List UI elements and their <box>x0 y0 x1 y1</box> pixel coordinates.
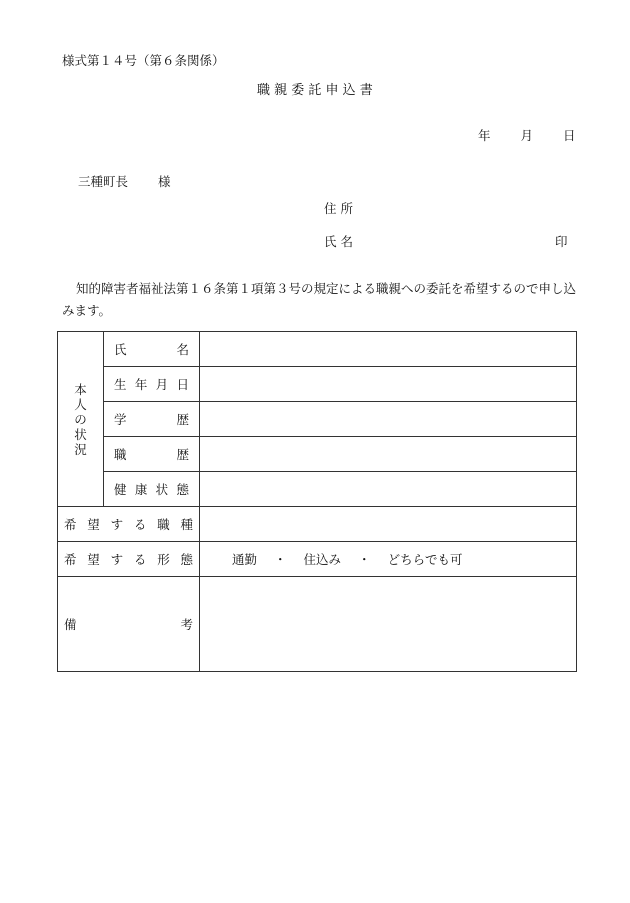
application-statement: 知的障害者福祉法第１６条第１項第３号の規定による職親への委託を希望するので申し込みます。 <box>62 281 577 318</box>
vertical-char: 況 <box>74 441 87 457</box>
label-char: 職 <box>114 447 127 462</box>
label-char: す <box>110 517 124 532</box>
application-form-table <box>57 331 577 672</box>
remarks-label <box>64 615 193 633</box>
label-char: 形 <box>157 552 170 567</box>
form-number: 様式第１４号（第６条関係） <box>62 53 225 68</box>
label-char: 備 <box>64 617 77 632</box>
health-label <box>114 480 189 498</box>
addressee <box>78 172 171 190</box>
label-char: 望 <box>87 517 100 532</box>
name-label-cell <box>104 332 200 367</box>
label-char: 希 <box>64 517 77 532</box>
label-char: 考 <box>180 617 193 632</box>
label-char: 態 <box>176 482 189 497</box>
desired-job-input[interactable] <box>200 507 577 542</box>
date-day-label: 日 <box>563 128 576 143</box>
addressee-name: 三種町長 <box>78 174 129 189</box>
name-input[interactable] <box>200 332 577 367</box>
option-separator: ・ <box>358 552 371 567</box>
work-form-options <box>200 550 576 568</box>
education-input[interactable] <box>200 402 577 437</box>
option-separator: ・ <box>274 552 287 567</box>
label-char: 職 <box>157 517 170 532</box>
education-label-cell <box>104 402 200 437</box>
education-label <box>114 410 189 428</box>
label-char: 態 <box>180 552 193 567</box>
label-char: 希 <box>64 552 77 567</box>
work-history-input[interactable] <box>200 437 577 472</box>
health-input[interactable] <box>200 472 577 507</box>
desired-job-label <box>64 515 193 533</box>
label-char: 歴 <box>176 447 189 462</box>
desired-form-options <box>200 542 577 577</box>
applicant-name-label: 氏 名 <box>324 234 353 249</box>
label-char: 生 <box>114 377 127 392</box>
date-line <box>478 126 576 144</box>
label-char: 月 <box>155 377 169 392</box>
vertical-char: 状 <box>74 426 87 442</box>
label-char: 歴 <box>176 412 189 427</box>
option-commute[interactable]: 通勤 <box>232 552 258 567</box>
vertical-char: の <box>74 411 87 427</box>
work-history-label-cell <box>104 437 200 472</box>
desired-form-label-cell <box>58 542 200 577</box>
desired-form-label <box>64 550 193 568</box>
name-label <box>114 340 189 358</box>
label-char: 年 <box>134 377 148 392</box>
remarks-input[interactable] <box>200 577 577 672</box>
label-char: 氏 <box>114 342 127 357</box>
option-live-in[interactable]: 住込み <box>303 552 342 567</box>
vertical-char: 人 <box>74 396 87 412</box>
addressee-honorific: 様 <box>158 174 171 189</box>
label-char: 健 <box>114 482 127 497</box>
remarks-label-cell <box>58 577 200 672</box>
personal-status-group <box>58 332 104 507</box>
personal-status-label <box>74 382 87 457</box>
work-history-label <box>114 445 189 463</box>
label-char: 種 <box>180 517 193 532</box>
label-char: 日 <box>176 377 189 392</box>
vertical-char: 本 <box>74 381 87 397</box>
birthdate-label <box>114 375 189 393</box>
seal-mark: 印 <box>555 234 568 249</box>
label-char: 状 <box>155 482 169 497</box>
health-label-cell <box>104 472 200 507</box>
desired-job-label-cell <box>58 507 200 542</box>
label-char: る <box>133 552 147 567</box>
label-char: す <box>110 552 124 567</box>
option-either[interactable]: どちらでも可 <box>387 552 463 567</box>
label-char: 望 <box>87 552 100 567</box>
label-char: 康 <box>134 482 148 497</box>
label-char: 名 <box>176 342 189 357</box>
date-month-label: 月 <box>520 128 534 143</box>
birthdate-label-cell <box>104 367 200 402</box>
date-year-label: 年 <box>478 128 491 143</box>
document-title: 職 親 委 託 申 込 書 <box>257 83 373 98</box>
birthdate-input[interactable] <box>200 367 577 402</box>
label-char: 学 <box>114 412 127 427</box>
address-label: 住 所 <box>324 201 353 216</box>
label-char: る <box>133 517 147 532</box>
